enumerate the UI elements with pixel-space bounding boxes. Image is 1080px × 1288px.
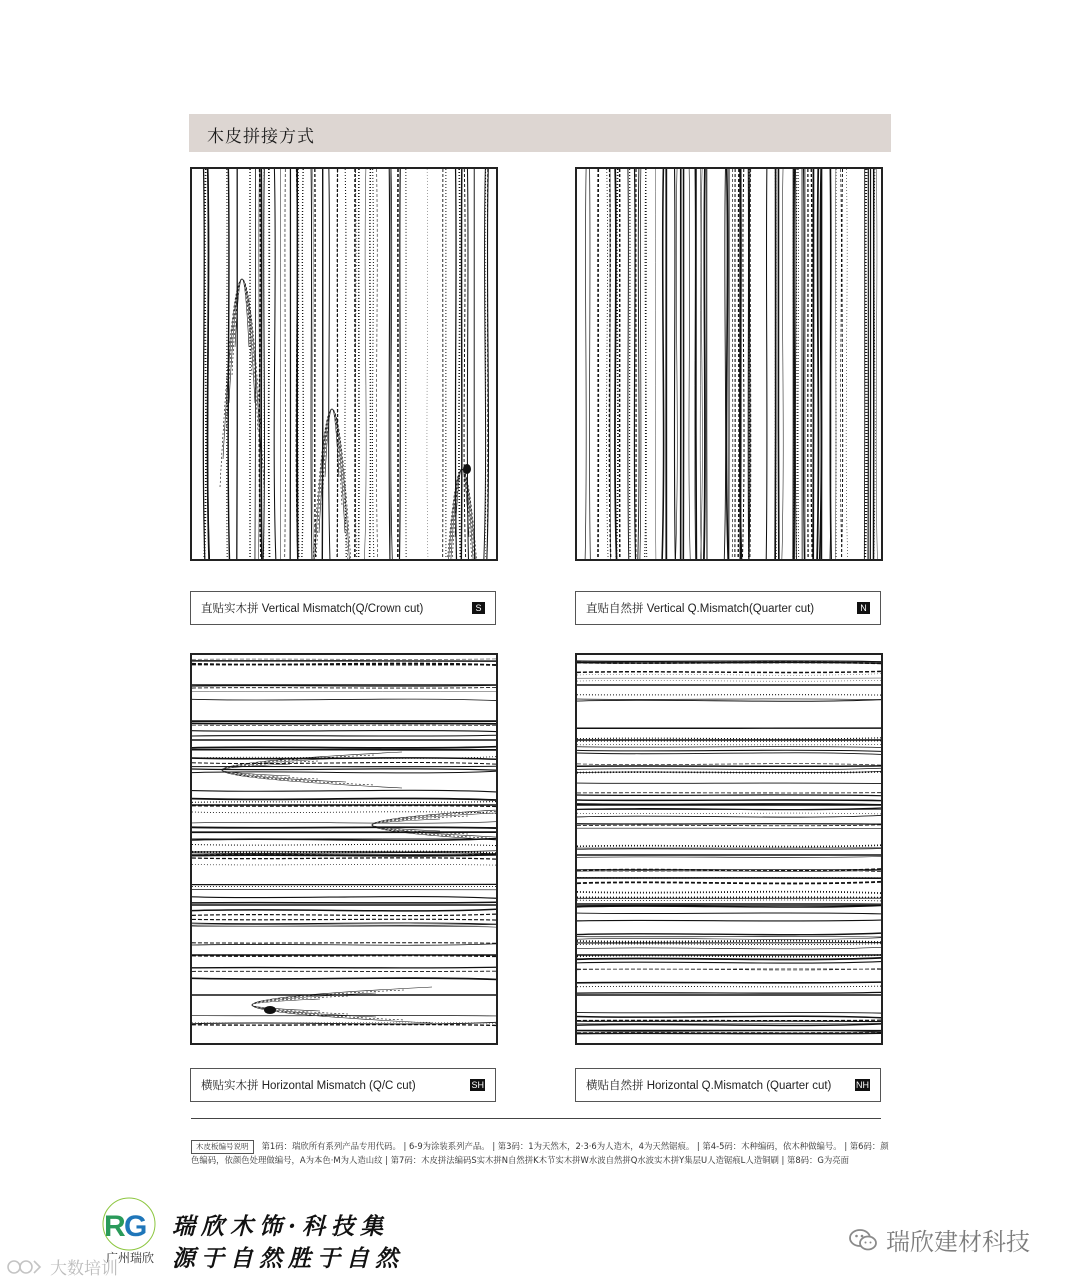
watermark-left-text: 大数培训 bbox=[50, 1259, 118, 1279]
notes-text: 第1码：瑞欣所有系列产品专用代码。 | 6-9为涂装系列产品。 | 第3码：1为天然木，2·3·6为人造木，4为天然锯痕。 | 第4-5码：木种编码，依木种做编号。 | 第6码：颜色编码，依颜色处理做编号，A为本色·M为人造山纹 | 第7码：木皮拼法编码S实木拼N自然拼K木节实木拼W水波自然拼Q水波实木拼Y集层U人造锯痕L人造铜刷 | 第8码：G为亮面 bbox=[191, 1141, 889, 1165]
slogan-line-1: 瑞欣木饰·科技集 bbox=[172, 1213, 390, 1240]
caption-label: 横贴实木拼 Horizontal Mismatch (Q/C cut) bbox=[201, 1080, 416, 1092]
page-title: 木皮拼接方式 bbox=[207, 127, 315, 147]
veneer-pattern-horizontal-crown bbox=[190, 653, 498, 1045]
caption-label: 横贴自然拼 Horizontal Q.Mismatch (Quarter cut) bbox=[586, 1080, 832, 1092]
svg-text:R: R bbox=[104, 1210, 126, 1243]
section-header-bar bbox=[189, 114, 891, 152]
notes-divider bbox=[191, 1118, 881, 1119]
slogan-line-2: 源于自然胜于自然 bbox=[172, 1245, 404, 1272]
pattern-code-badge: SH bbox=[471, 1080, 484, 1090]
wechat-watermark bbox=[848, 1222, 1030, 1257]
pattern-code-badge: NH bbox=[856, 1080, 869, 1090]
svg-text:G: G bbox=[124, 1210, 148, 1243]
training-watermark bbox=[6, 1254, 118, 1279]
veneer-pattern-vertical-crown bbox=[190, 167, 498, 561]
caption-vertical-quarter bbox=[575, 591, 881, 625]
watermark-right-text: 瑞欣建材科技 bbox=[886, 1228, 1030, 1256]
caption-horizontal-crown bbox=[190, 1068, 496, 1102]
pattern-code-badge: N bbox=[857, 602, 870, 614]
caption-vertical-crown bbox=[190, 591, 496, 625]
caption-label: 直贴实木拼 Vertical Mismatch(Q/Crown cut) bbox=[201, 603, 424, 615]
code-notes bbox=[191, 1140, 891, 1166]
caption-horizontal-quarter bbox=[575, 1068, 881, 1102]
watermark-icon bbox=[6, 1256, 46, 1278]
pattern-code-badge: S bbox=[472, 602, 485, 614]
notes-label: 木皮板编号说明 bbox=[191, 1140, 254, 1154]
veneer-pattern-vertical-quarter bbox=[575, 167, 883, 561]
logo-caption: 广州瑞欣 bbox=[106, 1251, 155, 1265]
wechat-icon bbox=[848, 1228, 878, 1252]
veneer-pattern-horizontal-quarter bbox=[575, 653, 883, 1045]
caption-label: 直贴自然拼 Vertical Q.Mismatch(Quarter cut) bbox=[586, 603, 815, 615]
